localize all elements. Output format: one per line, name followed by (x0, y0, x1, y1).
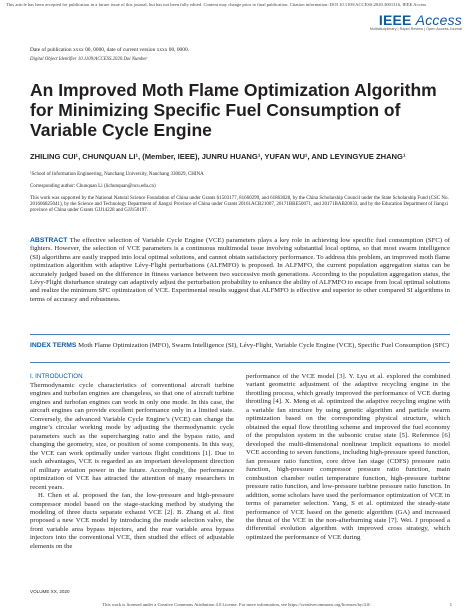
section-heading: I. INTRODUCTION (30, 373, 83, 380)
index-terms-text: Moth Flame Optimization (MFO), Swarm Intelligence (SI), Lévy-Flight, Variable Cycle Engine (VCE), Specific Fuel Consumption (SFC) (78, 342, 449, 349)
doi-line: Digital Object Identifier 10.1109/ACCESS.2020.Doi Number (30, 57, 148, 62)
publication-dates: Date of publication xxxx 00, 0000, date of current version xxxx 00, 0000. (30, 47, 189, 53)
logo-wordmark (370, 12, 462, 28)
affiliation: ¹School of Information Engineering, Nanchang University, Nanchang 330029, CHINA (30, 172, 204, 177)
license-notice: This work is licensed under a Creative Commons Attribution 4.0 License. For more information, see https://creativecommons.org/licenses/by/4.0/. (102, 602, 372, 607)
abstract (30, 237, 450, 304)
logo-main: IEEE (378, 12, 412, 28)
funding-statement: This work was supported by the National Natural Science Foundation of China under Grants 61503177, 81660299, and 61863028, by the China Scholarship Council under the State Scholarship Fund (CSC No. 201606825041), by the Science and Technology Department of Jiangxi Province of China under Grants 20161ACB21007, 20171BBE50071, and 20171BAB20033, and by the Education Department of Jiangxi province of China under Grants GJJ14228 and GJJ150197. (30, 196, 449, 214)
logo-tagline: Multidisciplinary | Rapid Review | Open Access Journal (369, 27, 462, 31)
volume-label: VOLUME XX, 2020 (30, 589, 70, 594)
abstract-label: ABSTRACT (30, 237, 68, 244)
index-terms-label: INDEX TERMS (30, 342, 77, 349)
logo-italic: Access (415, 12, 462, 28)
corresponding-author: Corresponding author: Chunquan Li (lichunquan@ncu.edu.cn) (30, 184, 156, 189)
paragraph: H. Chen et al. proposed the fan, the low-pressure and high-pressure compressor model based on the stage-stacking method by studying the modeling of three ducts separate exhaust VCE [2]. B. Zhang et al. first proposed a new VCE model by introducing the mode selection valve, the front variable area bypass injectors, and the rear variable area bypass injectors into the conventional VCE, then studied the effect of adjustable elements on the (30, 492, 234, 550)
divider (30, 362, 450, 363)
ieee-access-logo (370, 12, 462, 31)
abstract-text: The effective selection of Variable Cycle Engine (VCE) parameters plays a key role in achieving low specific fuel consumption (SFC) of fighters. However, the selection of VCE parameters is a continuous multimodal issue involving substantial local optima, so that most swarm intelligence (SI) algorithms are easily trapped into local optimal solutions, and cannot obtain satisfactory performance. To address this problem, an improved moth flame optimization algorithm with adaptive Lévy-Flight perturbations (ALFMFO) is proposed. In ALFMFO, the current population aggregation status can be accurately judged based on the difference in fitness variance between two successive moth generations. According to the population aggregation status, the Lévy-Flight disturbance strategy can adaptively adjust the perturbation probability to enhance the ability of ALFMFO to escape from local optimal solutions and realize the minimum SFC optimization of VCE. Experimental results suggest that ALFMFO is effective and superior to other compared SI algorithms in terms of accuracy and robustness. (30, 237, 450, 303)
left-column (30, 373, 234, 551)
paper-title: An Improved Moth Flame Optimization Algorithm for Minimizing Specific Fuel Consumption of Variable Cycle Engine (30, 80, 437, 140)
index-terms (30, 342, 450, 350)
paragraph: Thermodynamic cycle characteristics of conventional aircraft turbine engines and turbofan engines are changeless, so that one of aircraft turbine engines and turbofan engines can work in only one mode. In this case, the aircraft engines can provide excellent performance only in a limited state. Conversely, the advanced Variable Cycle Engine’s (VCE) can change the engine’s circular working mode by adjusting the thermodynamic cycle parameters such as the supercharging ratio and the bypass ratio, and changing the geometry, size, or position of some components. In this way, the VCE can work optimally under various flight conditions [1]. Due to such advantages, VCE is regarded as an important development direction of military aviation power in the future. Accordingly, the performance optimization of VCE has attracted the attention of many researchers in recent years. (30, 381, 234, 491)
page-number: 1 (449, 602, 452, 607)
paragraph: performance of the VCE model [3]. Y. Lyu et al. explored the combined variant geometric adjustment of the adaptive recycling engine in the throttling process, which greatly improved the performance of VCE during throttling [4]. X. Meng et al. optimized the adaptive recycling engine with a variable fan structure by using genetic algorithm and particle swarm optimization based on the corresponding physical structure, which obtained the equal flow throttling scheme and improved the fuel economy of the propulsion system in the subsonic cruise state [5]. Reference [6] developed the multi-dimensional nonlinear implicit equations to model VCE according to seven functions, including high-pressure speed function, fan pressure ratio function, core drive fan stage (CDFS) pressure ratio function, high-pressure compressor pressure ratio function, main combustion chamber outlet temperature function, high-pressure turbine pressure ratio function, and low-pressure turbine pressure ratio function. In addition, some scholars have used the performance optimization of VCE in terms of parameter selection. Yang, S et al. optimized the steady-state performance of VCE based on the genetic algorithm (GA) and increased the thrust of the VCE in the non-afterburning state [7]. Wei. J proposed a differential evolution algorithm with improved cross strategy, which optimized the performance of VCE during (246, 373, 450, 541)
journal-notice: This article has been accepted for publication in a future issue of this journal, but has not been fully edited. Content may change prior to final publication. Citation information: DOI 10.1109/ACCESS.2020.3001316, IEEE Access (6, 2, 427, 7)
right-column (246, 373, 450, 542)
divider (30, 334, 450, 335)
author-list: ZHILING CUI¹, CHUNQUAN LI¹, (Member, IEEE), JUNRU HUANG¹, YUFAN WU¹, AND LEYINGYUE ZHANG¹ (30, 152, 406, 161)
